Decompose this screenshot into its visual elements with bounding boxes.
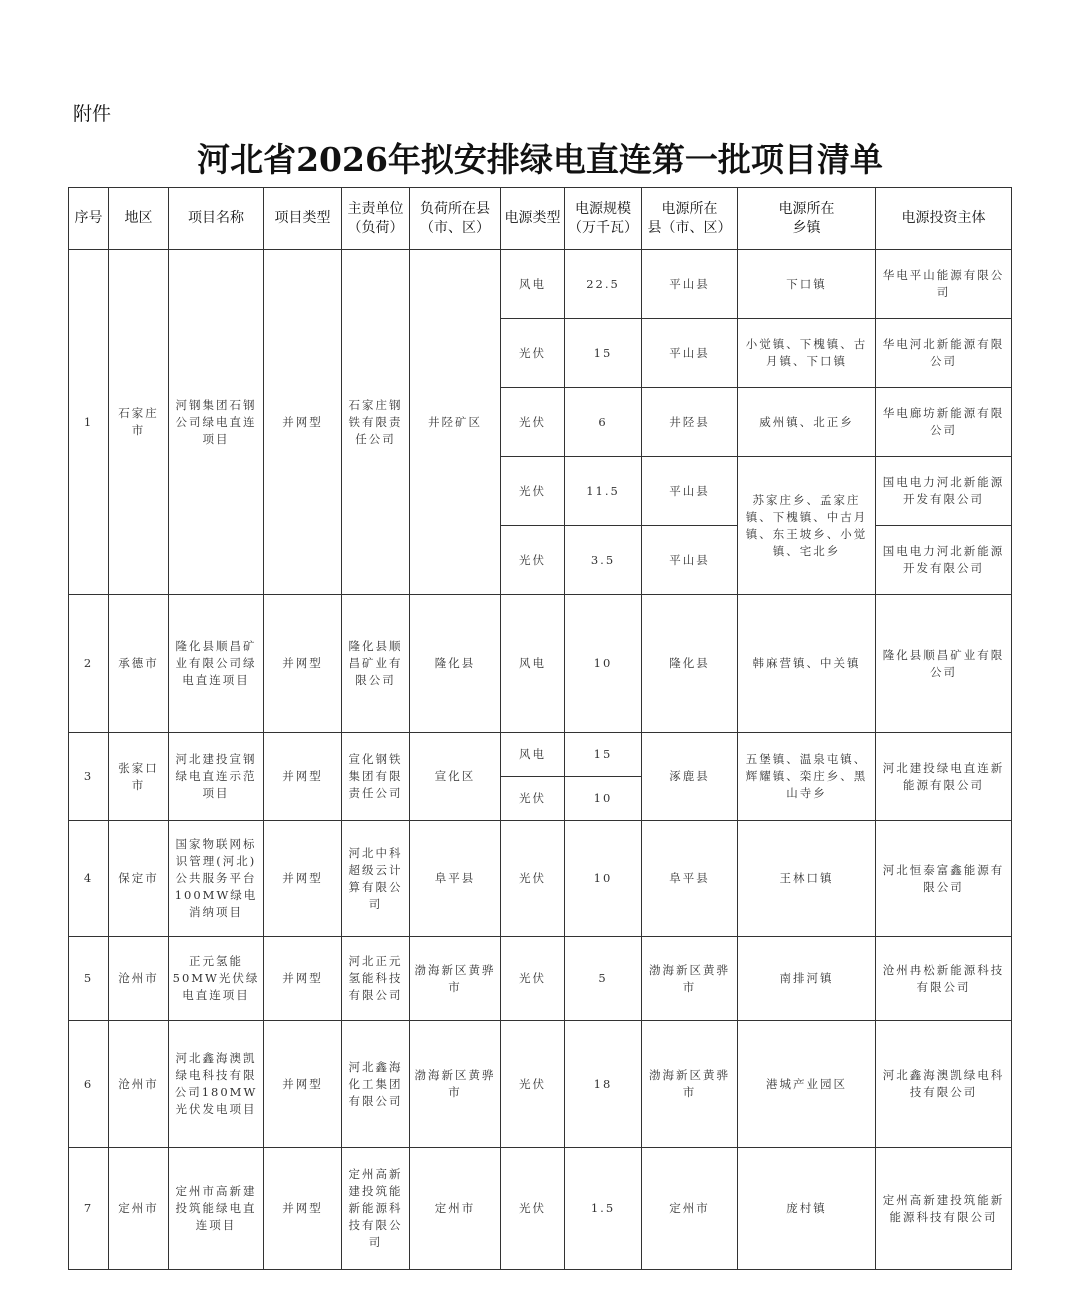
cell-project-type: 并网型 [264,250,342,595]
header-project-name: 项目名称 [169,188,264,250]
cell-source-scale: 10 [565,595,642,733]
header-source-town: 电源所在 乡镇 [738,188,876,250]
cell-region: 沧州市 [109,1021,169,1148]
header-region: 地区 [109,188,169,250]
cell-investor: 河北鑫海澳凯绿电科技有限公司 [876,1021,1012,1148]
cell-source-county: 平山县 [642,457,738,526]
cell-source-scale: 22.5 [565,250,642,319]
cell-source-town: 庞村镇 [738,1148,876,1270]
cell-project-name: 国家物联网标识管理(河北)公共服务平台100MW绿电消纳项目 [169,821,264,937]
cell-project-name: 隆化县顺昌矿业有限公司绿电直连项目 [169,595,264,733]
cell-load-county: 阜平县 [410,821,501,937]
cell-source-type: 光伏 [501,388,565,457]
cell-lead-unit: 隆化县顺昌矿业有限公司 [342,595,410,733]
cell-source-county: 渤海新区黄骅市 [642,937,738,1021]
cell-lead-unit: 宣化钢铁集团有限责任公司 [342,733,410,821]
cell-investor: 隆化县顺昌矿业有限公司 [876,595,1012,733]
header-seq: 序号 [69,188,109,250]
cell-investor: 国电电力河北新能源开发有限公司 [876,457,1012,526]
cell-source-county: 平山县 [642,250,738,319]
cell-source-county: 井陉县 [642,388,738,457]
cell-investor: 华电平山能源有限公司 [876,250,1012,319]
header-load-county: 负荷所在县 （市、区） [410,188,501,250]
cell-source-scale: 3.5 [565,526,642,595]
table-row [69,250,1012,319]
cell-load-county: 宣化区 [410,733,501,821]
cell-source-county: 平山县 [642,526,738,595]
cell-project-type: 并网型 [264,733,342,821]
cell-lead-unit: 河北鑫海化工集团有限公司 [342,1021,410,1148]
cell-load-county: 渤海新区黄骅市 [410,1021,501,1148]
cell-source-type: 风电 [501,250,565,319]
cell-investor: 国电电力河北新能源开发有限公司 [876,526,1012,595]
cell-source-type: 风电 [501,733,565,777]
header-project-type: 项目类型 [264,188,342,250]
cell-source-scale: 18 [565,1021,642,1148]
cell-source-town: 五堡镇、温泉屯镇、辉耀镇、栾庄乡、黑山寺乡 [738,733,876,821]
cell-source-scale: 10 [565,821,642,937]
table-row [69,733,1012,777]
cell-source-scale: 6 [565,388,642,457]
cell-project-name: 河钢集团石钢公司绿电直连项目 [169,250,264,595]
cell-seq: 2 [69,595,109,733]
cell-seq: 3 [69,733,109,821]
cell-region: 沧州市 [109,937,169,1021]
cell-load-county: 井陉矿区 [410,250,501,595]
cell-investor: 华电河北新能源有限公司 [876,319,1012,388]
cell-lead-unit: 石家庄钢铁有限责任公司 [342,250,410,595]
cell-project-type: 并网型 [264,1148,342,1270]
cell-seq: 7 [69,1148,109,1270]
table-header-row [69,188,1012,250]
cell-source-town: 小觉镇、下槐镇、古月镇、下口镇 [738,319,876,388]
cell-source-town: 下口镇 [738,250,876,319]
cell-source-scale: 15 [565,319,642,388]
cell-investor: 定州高新建投筑能新能源科技有限公司 [876,1148,1012,1270]
cell-source-scale: 5 [565,937,642,1021]
cell-seq: 5 [69,937,109,1021]
cell-lead-unit: 定州高新建投筑能新能源科技有限公司 [342,1148,410,1270]
cell-source-town: 王林口镇 [738,821,876,937]
cell-source-county: 渤海新区黄骅市 [642,1021,738,1148]
cell-seq: 4 [69,821,109,937]
cell-source-county: 平山县 [642,319,738,388]
cell-source-type: 光伏 [501,937,565,1021]
cell-source-town: 港城产业园区 [738,1021,876,1148]
cell-investor: 河北建投绿电直连新能源有限公司 [876,733,1012,821]
cell-project-type: 并网型 [264,1021,342,1148]
table-row [69,1021,1012,1148]
table-row [69,595,1012,733]
cell-region: 定州市 [109,1148,169,1270]
header-source-county: 电源所在 县（市、区） [642,188,738,250]
cell-load-county: 隆化县 [410,595,501,733]
cell-project-type: 并网型 [264,937,342,1021]
cell-seq: 6 [69,1021,109,1148]
cell-project-name: 定州市高新建投筑能绿电直连项目 [169,1148,264,1270]
cell-source-type: 光伏 [501,457,565,526]
document-title: 河北省2026年拟安排绿电直连第一批项目清单 [197,140,883,179]
cell-source-type: 光伏 [501,319,565,388]
cell-source-town: 苏家庄乡、孟家庄镇、下槐镇、中古月镇、东王坡乡、小觉镇、宅北乡 [738,457,876,595]
table-row [69,937,1012,1021]
cell-source-type: 风电 [501,595,565,733]
cell-investor: 河北恒泰富鑫能源有限公司 [876,821,1012,937]
cell-region: 石家庄市 [109,250,169,595]
header-source-scale: 电源规模 （万千瓦） [565,188,642,250]
cell-source-town: 韩麻营镇、中关镇 [738,595,876,733]
cell-lead-unit: 河北正元氢能科技有限公司 [342,937,410,1021]
cell-source-county: 隆化县 [642,595,738,733]
cell-source-scale: 1.5 [565,1148,642,1270]
cell-source-type: 光伏 [501,777,565,821]
cell-investor: 沧州冉松新能源科技有限公司 [876,937,1012,1021]
cell-source-type: 光伏 [501,526,565,595]
cell-project-name: 河北建投宣钢绿电直连示范项目 [169,733,264,821]
cell-lead-unit: 河北中科超级云计算有限公司 [342,821,410,937]
project-list-table [68,187,1012,1270]
cell-source-type: 光伏 [501,1148,565,1270]
cell-source-scale: 11.5 [565,457,642,526]
cell-source-town: 威州镇、北正乡 [738,388,876,457]
cell-project-name: 正元氢能50MW光伏绿电直连项目 [169,937,264,1021]
cell-load-county: 定州市 [410,1148,501,1270]
cell-seq: 1 [69,250,109,595]
attachment-label: 附件 [73,103,112,125]
cell-investor: 华电廊坊新能源有限公司 [876,388,1012,457]
cell-source-type: 光伏 [501,1021,565,1148]
cell-source-county: 涿鹿县 [642,733,738,821]
cell-load-county: 渤海新区黄骅市 [410,937,501,1021]
table-row [69,1148,1012,1270]
header-investor: 电源投资主体 [876,188,1012,250]
cell-source-type: 光伏 [501,821,565,937]
cell-region: 张家口市 [109,733,169,821]
cell-source-county: 阜平县 [642,821,738,937]
cell-project-type: 并网型 [264,821,342,937]
cell-project-type: 并网型 [264,595,342,733]
cell-source-county: 定州市 [642,1148,738,1270]
cell-region: 保定市 [109,821,169,937]
header-lead-unit: 主责单位 （负荷） [342,188,410,250]
cell-region: 承德市 [109,595,169,733]
cell-project-name: 河北鑫海澳凯绿电科技有限公司180MW光伏发电项目 [169,1021,264,1148]
table-row [69,821,1012,937]
cell-source-scale: 15 [565,733,642,777]
header-source-type: 电源类型 [501,188,565,250]
cell-source-scale: 10 [565,777,642,821]
cell-source-town: 南排河镇 [738,937,876,1021]
